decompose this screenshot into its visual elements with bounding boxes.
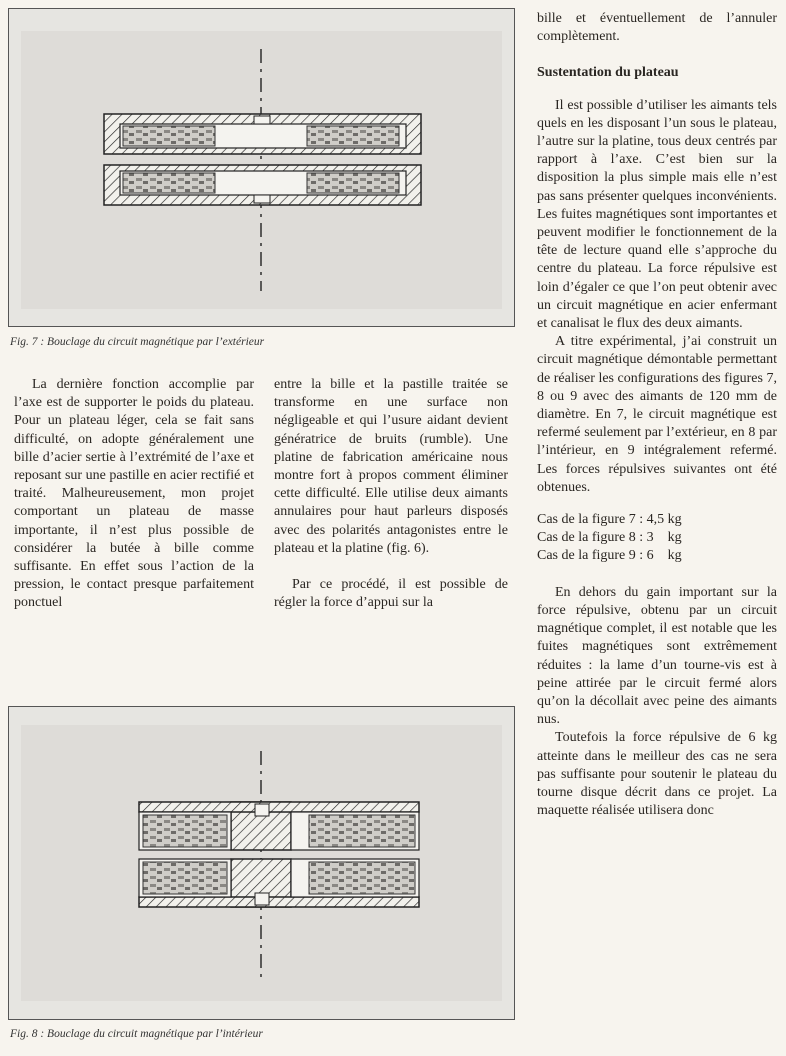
middle-paragraph-2: Par ce procédé, il est possible de régler la force d’appui sur la — [274, 577, 508, 611]
result-case-9: Cas de la figure 9 : 6 kg — [537, 548, 682, 564]
result-case-8: Cas de la figure 8 : 3 kg — [537, 530, 682, 546]
middle-column — [274, 376, 508, 612]
figure-7 — [8, 8, 515, 327]
figure-8-upper-ring — [139, 802, 419, 850]
figure-7-lower-ring — [104, 165, 421, 205]
section-heading: Sustentation du plateau — [537, 65, 679, 81]
left-paragraph-1: La dernière fonction accomplie par l’axe est de supporter le poids du plateau. Pour un plateau léger, cela se fait sans difficulté, on adopte généralement une bille d’acier sertie à l’extrémité de l’axe et reposant sur une pastille en acier rectifié et traité. Malheureusement, mon projet comportant un plateau de masse importante, il n’est plus possible de considérer la butée à bille comme suffisante. En effet sous l’action de la pression, le contact presque parfaitement ponctuel — [14, 377, 254, 611]
figure-8 — [8, 706, 515, 1020]
figure-8-caption: Fig. 8 : Bouclage du circuit magnétique par l’intérieur — [10, 1028, 263, 1040]
figure-8-lower-ring — [139, 859, 419, 907]
figure-7-caption: Fig. 7 : Bouclage du circuit magnétique par l’extérieur — [10, 336, 265, 348]
right-paragraph-1: Il est possible d’utiliser les aimants tels quels en les disposant l’un sous le plateau, l’autre sur la platine, tous deux centrés par rapport à l’axe. C’est bien sur la disposition la plus simple mais elle n’est pas sans présenter quelques inconvénients. Les fuites magnétiques sont importantes et peuvent modifier le fonctionnement de la tête de lecture quand elle s’approche du centre du plateau. La force répulsive est loin d’égaler ce que l’on peut obtenir avec un circuit magnétique en acier enfermant et canalisat le flux des deux aimants. — [537, 97, 777, 332]
right-paragraph-0: bille et éventuellement de l’annuler complètement. — [537, 11, 777, 45]
left-column — [14, 376, 254, 613]
middle-paragraph-1: entre la bille et la pastille traitée se transforme en une surface non négligeable et qui l’usure aidant devient génératrice de bruits (rumble). Une platine de fabrication américaine nous montre fort à propos comment éliminer cette difficulté. Elle utilise deux aimants annulaires pour haut parleurs disposés avec des polarités antagonistes entre le plateau et la platine (fig. 6). — [274, 377, 508, 556]
right-paragraph-3: En dehors du gain important sur la force répulsive, obtenu par un circuit magnétique complet, il est notable que les fuites magnétiques sont extrêmement réduites : la lame d’un tourne-vis est à peine attirée par le circuit fermé alors qu’on la décollait avec peine des aimants nus. — [537, 584, 777, 728]
figure-8-drawing — [9, 707, 514, 1019]
right-paragraph-2: A titre expérimental, j’ai construit un circuit magnétique démontable permettant de réaliser les configurations des figures 7, 8 ou 9 avec des aimants de 120 mm de diamètre. En 7, le circuit magnétique est refermé seulement par l’extérieur, en 8 par l’intérieur, en 9 intégralement refermé. Les forces répulsives suivantes ont été obtenues. — [537, 334, 777, 495]
result-case-7: Cas de la figure 7 : 4,5 kg — [537, 512, 682, 528]
figure-7-drawing — [9, 9, 514, 326]
figure-7-upper-ring — [104, 114, 421, 154]
results-list — [537, 511, 777, 566]
right-column — [537, 10, 777, 820]
right-paragraph-4: Toutefois la force répulsive de 6 kg atteinte dans le meilleur des cas ne sera pas suffisante pour soutenir le plateau du tourne disque décrit dans ce projet. La maquette réalisée utilisera donc — [537, 730, 777, 819]
